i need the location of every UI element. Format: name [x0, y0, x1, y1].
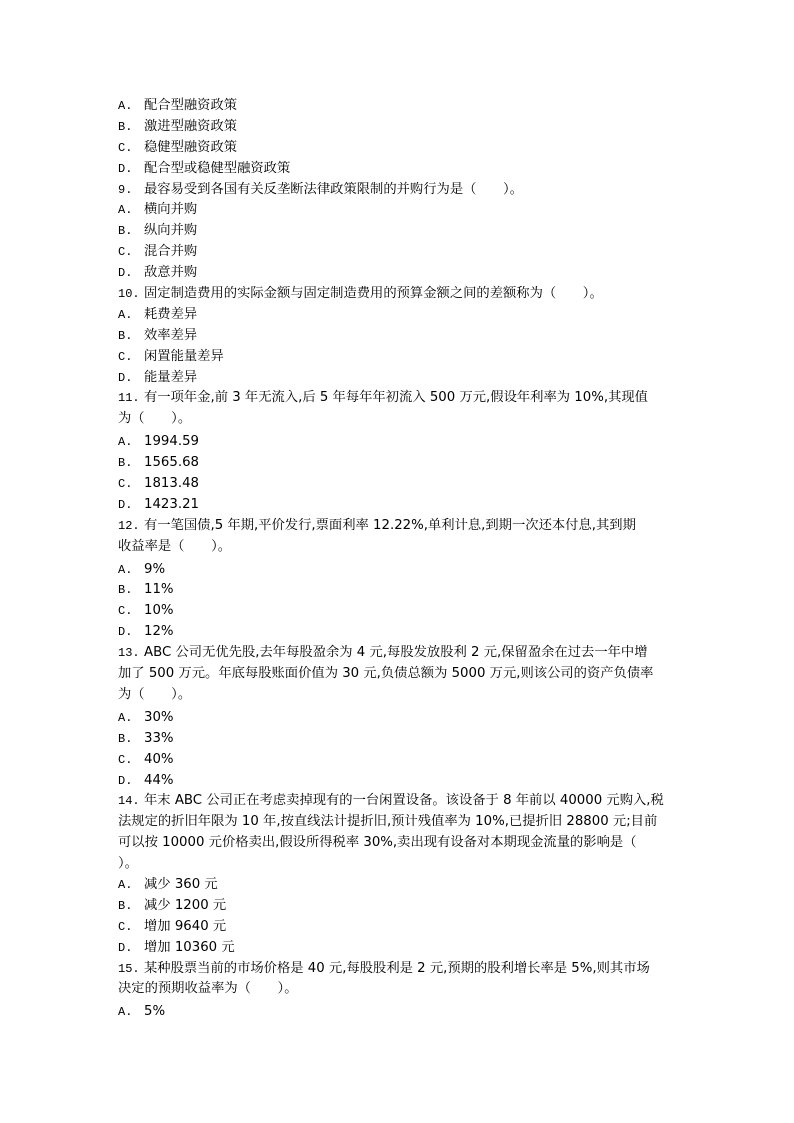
question-stem [118, 180, 678, 201]
question-stem-continuation [118, 979, 678, 1000]
question-text: ABC 公司无优先股,去年每股盈余为 4 元,每股发放股利 2 元,保留盈余在过去一年中增 [144, 645, 648, 661]
question-stem-continuation [118, 833, 678, 854]
option-label: C. [118, 477, 133, 492]
option-text: 闲置能量差异 [144, 348, 224, 364]
option-text: 混合并购 [144, 244, 198, 260]
option-label: A. [118, 562, 133, 577]
question-stem [118, 388, 678, 409]
answer-option [118, 917, 678, 938]
option-text: 5% [144, 1004, 166, 1020]
question-text: 最容易受到各国有关反垄断法律政策限制的并购行为是（ ）。 [144, 181, 523, 197]
option-label: C. [118, 349, 133, 364]
answer-option [118, 453, 678, 474]
answer-option [118, 896, 678, 917]
answer-option [118, 771, 678, 792]
option-label: A. [118, 1005, 133, 1020]
option-text: 耗费差异 [144, 306, 198, 322]
question-number: 11. [118, 391, 140, 406]
answer-option [118, 1002, 678, 1023]
question-text: 为（ ）。 [118, 686, 192, 702]
option-label: C. [118, 752, 133, 767]
question-text: 可以按 10000 元价格卖出,假设所得税率 30%,卖出现有设备对本期现金流量的影响是（ [118, 835, 637, 851]
answer-option [118, 474, 678, 495]
question-number: 14. [118, 794, 140, 809]
answer-option [118, 242, 678, 263]
option-label: B. [118, 119, 133, 134]
question-text: 年末 ABC 公司正在考虑卖掉现有的一台闲置设备。该设备于 8 年前以 40000 元购入,税 [144, 793, 664, 809]
option-label: B. [118, 456, 133, 471]
option-label: A. [118, 99, 133, 113]
question-stem-continuation [118, 664, 678, 685]
answer-option [118, 875, 678, 896]
option-label: B. [118, 731, 133, 746]
answer-option [118, 580, 678, 601]
option-text: 减少 1200 元 [144, 897, 227, 913]
option-text: 增加 10360 元 [144, 939, 235, 955]
answer-option [118, 96, 678, 117]
option-text: 敌意并购 [144, 265, 198, 281]
option-text: 1565.68 [144, 455, 199, 471]
option-text: 11% [144, 582, 174, 598]
option-label: D. [118, 266, 133, 281]
option-text: 效率差异 [144, 327, 198, 343]
option-text: 1423.21 [144, 496, 199, 512]
question-text: 为（ ）。 [118, 411, 192, 427]
option-text: 横向并购 [144, 202, 198, 218]
answer-option [118, 326, 678, 347]
answer-option [118, 708, 678, 729]
option-label: B. [118, 898, 133, 913]
option-text: 10% [144, 603, 174, 619]
answer-option [118, 495, 678, 516]
option-text: 44% [144, 772, 174, 788]
answer-option [118, 159, 678, 180]
answer-option [118, 263, 678, 284]
question-text: 法规定的折旧年限为 10 年,按直线法计提折旧,预计残值率为 10%,已提折旧 28800 元;目前 [118, 814, 658, 830]
answer-option [118, 601, 678, 622]
option-text: 1994.59 [144, 434, 199, 450]
question-text: 固定制造费用的实际金额与固定制造费用的预算金额之间的差额称为（ ）。 [144, 286, 603, 302]
answer-option [118, 432, 678, 453]
option-label: D. [118, 370, 133, 385]
option-label: B. [118, 224, 133, 239]
option-text: 9% [144, 561, 166, 577]
option-text: 增加 9640 元 [144, 918, 227, 934]
option-label: D. [118, 161, 133, 176]
question-text: 有一笔国债,5 年期,平价发行,票面利率 12.22%,单利计息,到期一次还本付息,其到期 [144, 517, 636, 533]
answer-option [118, 750, 678, 771]
question-text: 决定的预期收益率为（ ）。 [118, 981, 298, 997]
answer-option [118, 368, 678, 389]
option-label: B. [118, 328, 133, 343]
question-number: 12. [118, 518, 140, 533]
answer-option [118, 305, 678, 326]
option-label: A. [118, 307, 133, 322]
answer-option [118, 729, 678, 750]
option-label: C. [118, 919, 133, 934]
question-stem [118, 791, 678, 812]
question-stem [118, 643, 678, 664]
option-text: 纵向并购 [144, 223, 198, 239]
document-body [118, 96, 678, 1023]
question-number: 10. [118, 287, 140, 302]
question-stem [118, 516, 678, 537]
question-number: 15. [118, 961, 140, 976]
option-text: 1813.48 [144, 476, 199, 492]
option-label: D. [118, 625, 133, 640]
question-stem-continuation [118, 854, 678, 875]
question-stem-continuation [118, 812, 678, 833]
question-text: 有一项年金,前 3 年无流入,后 5 年每年年初流入 500 万元,假设年利率为 10%,其现值 [144, 390, 648, 406]
option-text: 减少 360 元 [144, 876, 218, 892]
option-text: 能量差异 [144, 369, 198, 385]
option-text: 配合型融资政策 [144, 98, 238, 113]
option-label: D. [118, 497, 133, 512]
option-text: 稳健型融资政策 [144, 139, 238, 155]
question-text: 加了 500 万元。年底每股账面价值为 30 元,负债总额为 5000 万元,则该公司的资产负债率 [118, 666, 654, 682]
answer-option [118, 560, 678, 581]
question-stem [118, 959, 678, 980]
answer-option [118, 622, 678, 643]
option-text: 33% [144, 730, 174, 746]
question-stem-continuation [118, 409, 678, 430]
answer-option [118, 221, 678, 242]
answer-option [118, 347, 678, 368]
option-label: D. [118, 940, 133, 955]
question-stem-continuation [118, 537, 678, 558]
option-label: A. [118, 203, 133, 218]
question-text: ）。 [118, 856, 138, 872]
option-label: C. [118, 245, 133, 260]
answer-option [118, 938, 678, 959]
option-text: 12% [144, 624, 174, 640]
option-label: C. [118, 140, 133, 155]
option-text: 30% [144, 709, 174, 725]
answer-option [118, 117, 678, 138]
question-number: 9. [118, 182, 133, 197]
option-label: A. [118, 435, 133, 450]
question-text: 收益率是（ ）。 [118, 538, 232, 554]
option-label: A. [118, 877, 133, 892]
question-number: 13. [118, 646, 140, 661]
question-stem [118, 284, 678, 305]
question-stem-continuation [118, 685, 678, 706]
answer-option [118, 138, 678, 159]
option-text: 40% [144, 751, 174, 767]
answer-option [118, 200, 678, 221]
question-text: 某种股票当前的市场价格是 40 元,每股股利是 2 元,预期的股利增长率是 5%,则其市场 [144, 960, 650, 976]
option-text: 激进型融资政策 [144, 118, 238, 134]
option-label: C. [118, 604, 133, 619]
option-text: 配合型或稳健型融资政策 [144, 160, 291, 176]
option-label: D. [118, 773, 133, 788]
option-label: B. [118, 583, 133, 598]
option-label: A. [118, 710, 133, 725]
